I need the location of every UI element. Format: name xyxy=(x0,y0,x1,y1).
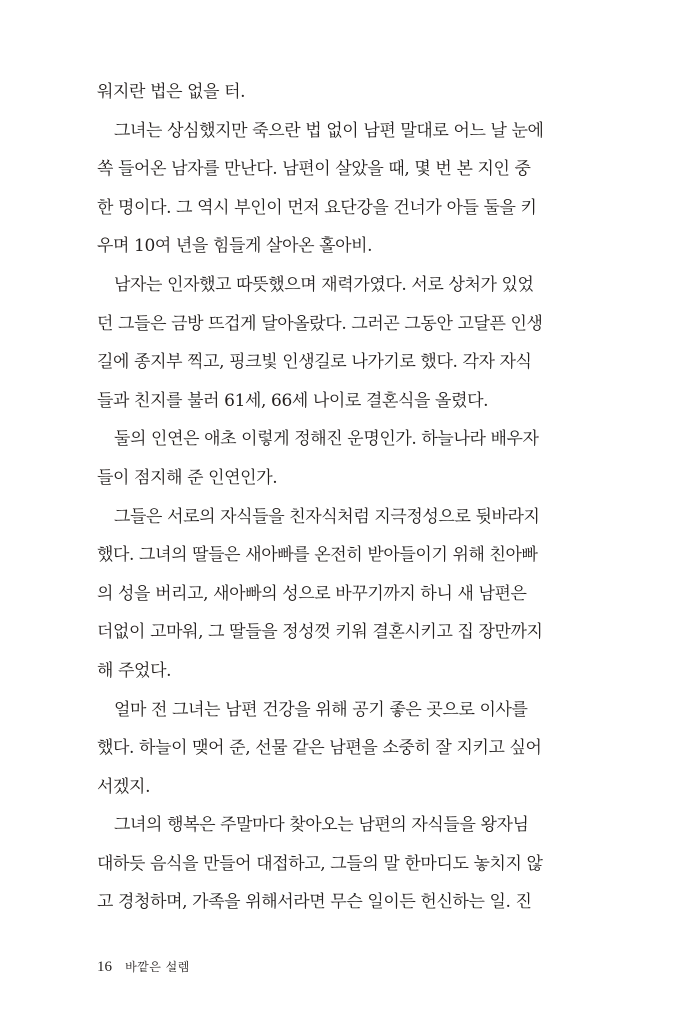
text-line: 그녀는 상심했지만 죽으란 법 없이 남편 말대로 어느 날 눈에 xyxy=(114,120,544,141)
text-line: 던 그들은 금방 뜨겁게 달아올랐다. 그러곤 그동안 고달픈 인생 xyxy=(97,313,543,334)
text-line: 그녀의 행복은 주말마다 찾아오는 남편의 자식들을 왕자님 xyxy=(114,815,529,836)
text-line: 대하듯 음식을 만들어 대접하고, 그들의 말 한마디도 놓치지 않 xyxy=(97,853,543,874)
text-line: 했다. 그녀의 딸들은 새아빠를 온전히 받아들이기 위해 친아빠 xyxy=(97,545,538,566)
text-line: 해 주었다. xyxy=(97,660,172,681)
running-title: 바깥은 설렘 xyxy=(125,960,190,974)
body-text xyxy=(97,73,572,922)
text-line: 얼마 전 그녀는 남편 건강을 위해 공기 좋은 곳으로 이사를 xyxy=(114,699,528,720)
text-line: 서겠지. xyxy=(97,776,151,797)
text-line: 쏙 들어온 남자를 만난다. 남편이 살았을 때, 몇 번 본 지인 중 xyxy=(97,159,531,180)
text-line: 들과 친지를 불러 61세, 66세 나이로 결혼식을 올렸다. xyxy=(97,390,489,411)
text-line: 고 경청하며, 가족을 위해서라면 무슨 일이든 헌신하는 일. 진 xyxy=(97,892,532,913)
text-line: 의 성을 버리고, 새아빠의 성으로 바꾸기까지 하니 새 남편은 xyxy=(97,583,527,604)
text-line: 둘의 인연은 애초 이렇게 정해진 운명인가. 하늘나라 배우자 xyxy=(114,429,539,450)
text-line: 남자는 인자했고 따뜻했으며 재력가였다. 서로 상처가 있었 xyxy=(114,274,534,295)
page-footer xyxy=(97,956,190,976)
text-line: 했다. 하늘이 맺어 준, 선물 같은 남편을 소중히 잘 지키고 싶어 xyxy=(97,738,542,759)
text-line: 그들은 서로의 자식들을 친자식처럼 지극정성으로 뒷바라지 xyxy=(114,506,540,527)
text-line: 길에 종지부 찍고, 핑크빛 인생길로 나가기로 했다. 각자 자식 xyxy=(97,352,532,373)
text-line: 한 명이다. 그 역시 부인이 먼저 요단강을 건너가 아들 둘을 키 xyxy=(97,197,537,218)
text-line: 들이 점지해 준 인연인가. xyxy=(97,467,278,488)
text-line: 워지란 법은 없을 터. xyxy=(97,82,246,102)
page-number: 16 xyxy=(97,959,112,975)
text-line: 우며 10여 년을 힘들게 살아온 홀아비. xyxy=(97,236,373,257)
text-line: 더없이 고마워, 그 딸들을 정성껏 키워 결혼시키고 집 장만까지 xyxy=(97,622,543,643)
